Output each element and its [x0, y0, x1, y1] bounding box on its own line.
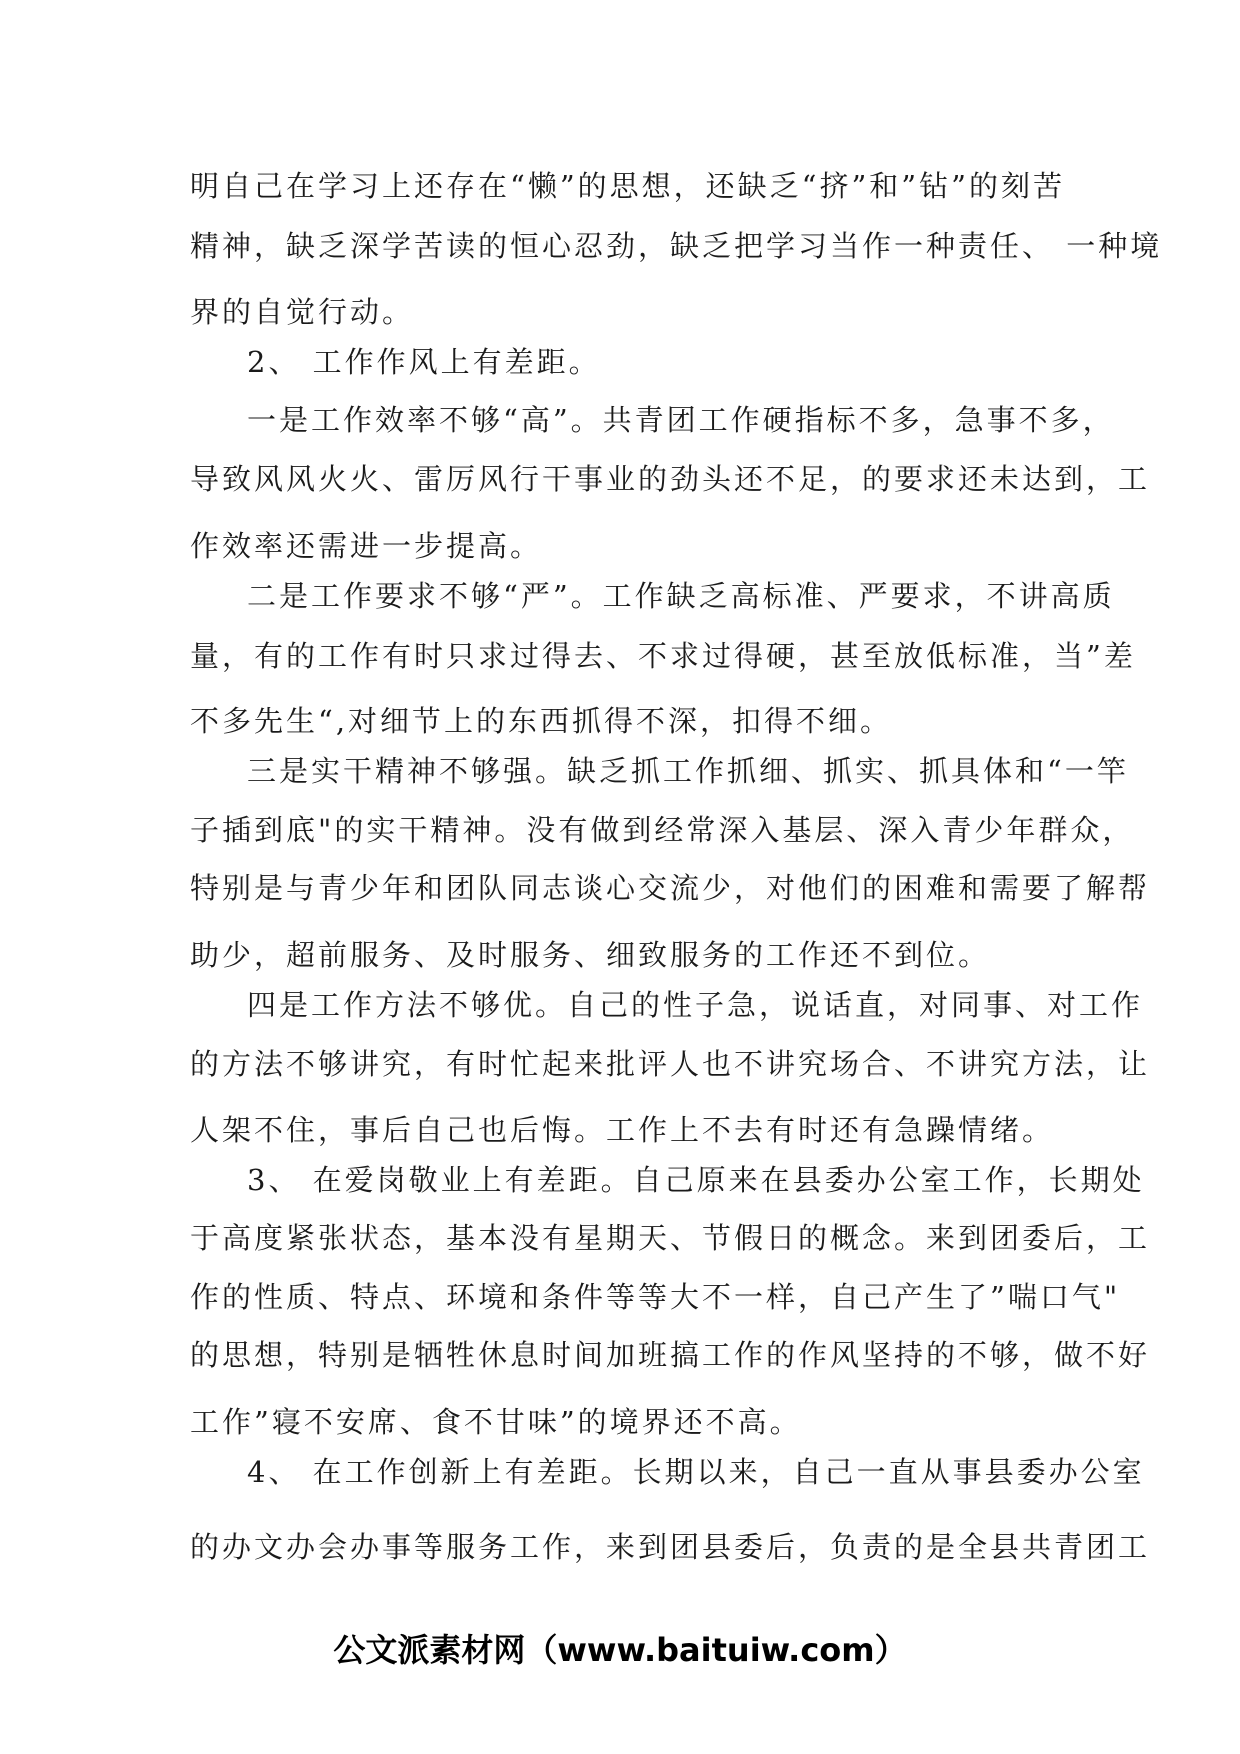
text-line: 于高度紧张状态，基本没有星期天、节假日的概念。来到团委后，工	[190, 1221, 1151, 1255]
text-line: 界的自觉行动。	[190, 295, 415, 329]
text-line: 人架不住，事后自己也后悔。工作上不去有时还有急躁情绪。	[190, 1113, 1055, 1147]
text-line: 三是实干精神不够强。缺乏抓工作抓细、抓实、抓具体和“一竿	[247, 754, 1129, 788]
text-line: 特别是与青少年和团队同志谈心交流少，对他们的困难和需要了解帮	[190, 871, 1151, 905]
text-line: 的方法不够讲究，有时忙起来批评人也不讲究场合、不讲究方法，让	[190, 1047, 1151, 1081]
text-line: 量，有的工作有时只求过得去、不求过得硬，甚至放低标准，当”差	[190, 639, 1136, 673]
text-line: 二是工作要求不够“严”。工作缺乏高标准、严要求，不讲高质	[247, 579, 1115, 613]
section-heading: 4、 在工作创新上有差距。长期以来，自己一直从事县委办公室	[247, 1455, 1145, 1489]
text-line: 的办文办会办事等服务工作，来到团县委后，负责的是全县共青团工	[190, 1530, 1151, 1564]
text-line: 不多先生“,对细节上的东西抓得不深，扣得不细。	[190, 704, 893, 738]
text-line: 作效率还需进一步提高。	[190, 529, 543, 563]
section-heading: 3、 在爱岗敬业上有差距。自己原来在县委办公室工作，长期处	[247, 1163, 1145, 1197]
text-line: 作的性质、特点、环境和条件等等大不一样，自己产生了”喘口气"	[190, 1280, 1121, 1314]
text-line: 工作”寝不安席、食不甘味”的境界还不高。	[190, 1405, 802, 1439]
section-heading: 2、 工作作风上有差距。	[247, 345, 601, 379]
text-line: 一是工作效率不够“高”。共青团工作硬指标不多，急事不多，	[247, 403, 1115, 437]
text-line: 子插到底"的实干精神。没有做到经常深入基层、深入青少年群众，	[190, 813, 1135, 847]
text-line: 四是工作方法不够优。自己的性子急，说话直，对同事、对工作	[247, 988, 1144, 1022]
text-line: 导致风风火火、雷厉风行干事业的劲头还不足，的要求还未达到，工	[190, 462, 1151, 496]
text-line: 的思想，特别是牺牲休息时间加班搞工作的作风坚持的不够，做不好	[190, 1338, 1151, 1372]
footer-watermark: 公文派素材网（www.baituiw.com）	[333, 1631, 907, 1669]
text-line: 明自己在学习上还存在“懒”的思想，还缺乏“挤”和”钻”的刻苦	[190, 169, 1065, 203]
text-line: 助少，超前服务、及时服务、细致服务的工作还不到位。	[190, 938, 991, 972]
text-line: 精神，缺乏深学苦读的恒心忍劲，缺乏把学习当作一种责任、 一种境	[190, 229, 1163, 263]
